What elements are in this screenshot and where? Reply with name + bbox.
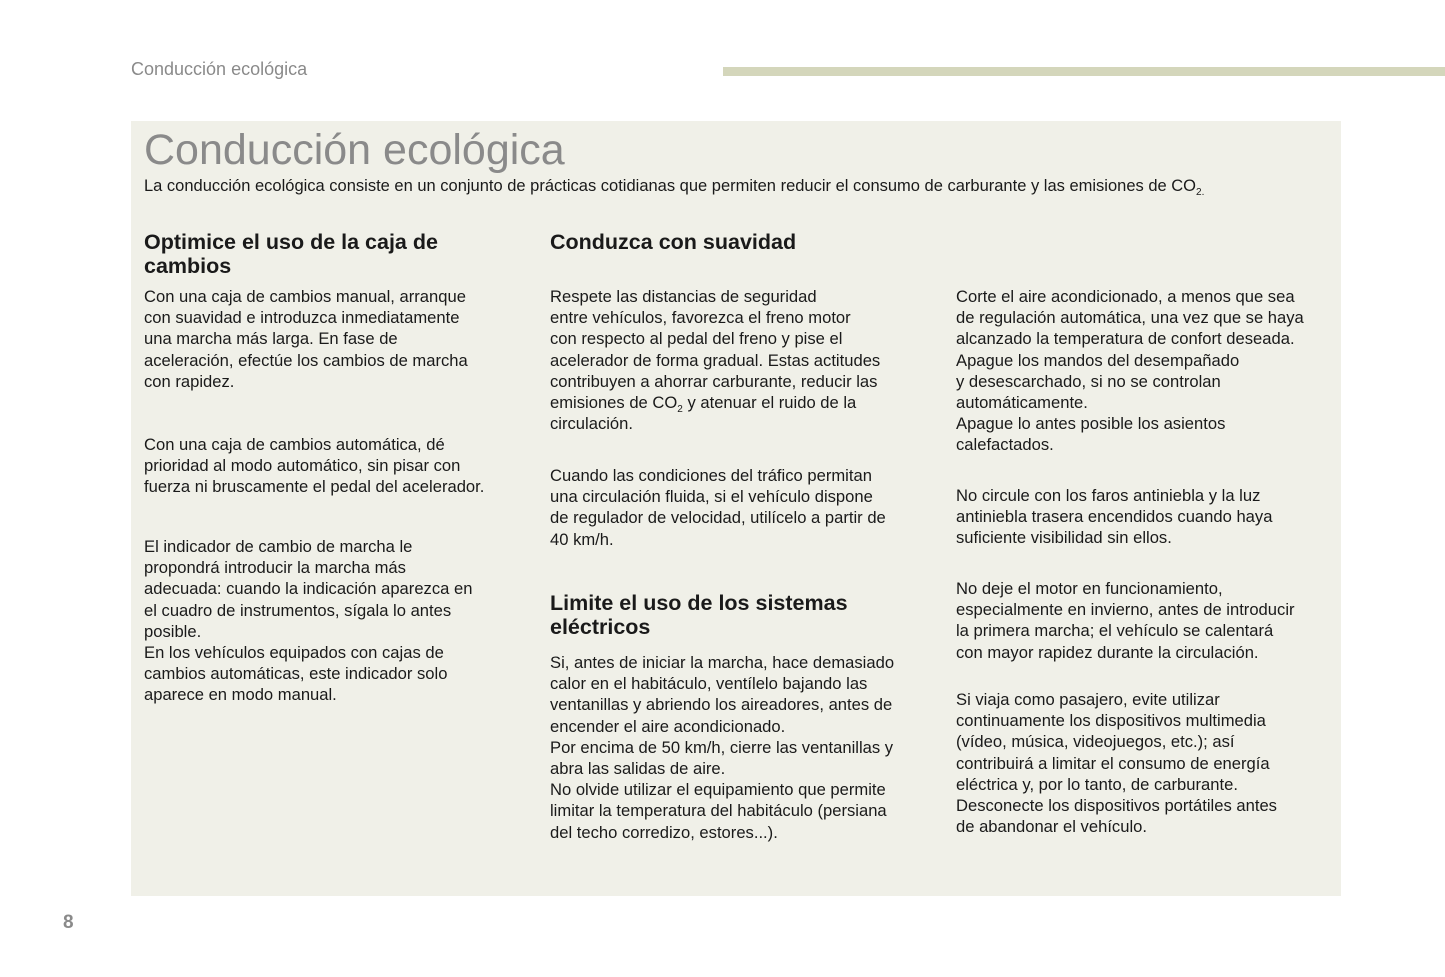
page-number: 8	[63, 912, 74, 933]
text-line: Corte el aire acondicionado, a menos que sea	[956, 287, 1295, 306]
text-line: circulación.	[550, 414, 634, 434]
text-line: eléctricos	[550, 615, 651, 639]
text-line: ventanillas y abriendo los aireadores, antes de	[550, 695, 893, 715]
text-line: (vídeo, música, videojuegos, etc.); así	[956, 732, 1235, 752]
text-line: especialmente en invierno, antes de introducir	[956, 600, 1295, 620]
text-line: de abandonar el vehículo.	[956, 817, 1147, 837]
paragraph-multimedia	[956, 689, 1277, 837]
text-line: 40 km/h.	[550, 529, 614, 549]
header-bar	[723, 67, 1445, 76]
text-line: Respete las distancias de seguridad	[550, 287, 817, 306]
text-line: No deje el motor en funcionamiento,	[956, 579, 1223, 598]
text-line: limitar la temperatura del habitáculo (persiana	[550, 801, 887, 821]
text-line: encender el aire acondicionado.	[550, 716, 786, 736]
text-line: prioridad al modo automático, sin pisar con	[144, 456, 461, 476]
text-line: Con una caja de cambios manual, arranque	[144, 287, 466, 306]
text-line: y desescarchado, si no se controlan	[956, 371, 1221, 391]
text-line: fuerza ni bruscamente el pedal del acelerador.	[144, 477, 485, 497]
text-line: del techo corredizo, estores...).	[550, 822, 778, 842]
paragraph-safety-distance	[550, 286, 880, 434]
heading-electrical-systems	[550, 591, 848, 639]
text-line: adecuada: cuando la indicación aparezca en	[144, 579, 473, 599]
text-line: abra las salidas de aire.	[550, 759, 726, 779]
text-line: automáticamente.	[956, 393, 1088, 413]
paragraph-manual-gearbox	[144, 286, 468, 392]
text-line: calor en el habitáculo, ventílelo bajando las	[550, 674, 868, 694]
text-line: posible.	[144, 621, 202, 641]
text-line: contribuyen a ahorrar carburante, reducir las	[550, 371, 878, 391]
text-line: la primera marcha; el vehículo se calentará	[956, 621, 1274, 641]
text-line: con suavidad e introduzca inmediatamente	[144, 308, 460, 328]
text-line: El indicador de cambio de marcha le	[144, 537, 413, 556]
paragraph-fog-lights	[956, 485, 1272, 549]
intro-subscript: 2.	[1196, 187, 1205, 198]
text-line: Apague los mandos del desempañado	[956, 350, 1240, 370]
text-line: con rapidez.	[144, 371, 235, 391]
heading-gearbox	[144, 230, 438, 278]
text-line: Apague lo antes posible los asientos	[956, 414, 1226, 434]
text-line: Si viaja como pasajero, evite utilizar	[956, 690, 1220, 709]
text-line: de regulador de velocidad, utilícelo a partir de	[550, 508, 886, 528]
text-line: alcanzado la temperatura de confort deseada.	[956, 329, 1295, 349]
paragraph-air-conditioning	[956, 286, 1304, 456]
text-line: cambios automáticas, este indicador solo	[144, 664, 448, 684]
text-line: Cuando las condiciones del tráfico permitan	[550, 466, 872, 485]
text-line: Si, antes de iniciar la marcha, hace demasiado	[550, 653, 895, 672]
text-line: calefactados.	[956, 435, 1054, 455]
text-line: de regulación automática, una vez que se haya	[956, 308, 1304, 328]
text-line: En los vehículos equipados con cajas de	[144, 643, 444, 663]
text-line: una circulación fluida, si el vehículo dispone	[550, 487, 873, 507]
text-line: Desconecte los dispositivos portátiles antes	[956, 796, 1277, 816]
paragraph-engine-idle	[956, 578, 1295, 663]
paragraph-gear-indicator	[144, 536, 472, 706]
text-line: una marcha más larga. En fase de	[144, 329, 398, 349]
running-header: Conducción ecológica	[131, 59, 308, 79]
page-title: Conducción ecológica	[144, 126, 565, 174]
text-line: cambios	[144, 254, 232, 278]
text-line: Limite el uso de los sistemas	[550, 591, 848, 615]
text-line: Con una caja de cambios automática, dé	[144, 435, 445, 454]
text-line: el cuadro de instrumentos, sígala lo antes	[144, 600, 452, 620]
text-line: Optimice el uso de la caja de	[144, 230, 438, 254]
text-line: No olvide utilizar el equipamiento que permite	[550, 780, 886, 800]
text-line: con mayor rapidez durante la circulación.	[956, 642, 1259, 662]
text-line: continuamente los dispositivos multimedia	[956, 711, 1266, 731]
text-line: suficiente visibilidad sin ellos.	[956, 528, 1172, 548]
text-line: antiniebla trasera encendidos cuando haya	[956, 507, 1273, 527]
paragraph-automatic-gearbox	[144, 434, 484, 498]
text-line: Conduzca con suavidad	[550, 230, 797, 254]
text-line: No circule con los faros antiniebla y la luz	[956, 486, 1261, 505]
intro-paragraph	[144, 176, 1204, 197]
text-line: aparece en modo manual.	[144, 685, 337, 705]
text-line: emisiones de $CO_2$ y atenuar el ruido de la	[550, 393, 857, 416]
paragraph-ventilation	[550, 652, 894, 843]
text-line: aceleración, efectúe los cambios de marcha	[144, 350, 468, 370]
paragraph-cruise-control	[550, 465, 886, 550]
text-line: eléctrica y, por lo tanto, de carburante.	[956, 774, 1238, 794]
text-line: entre vehículos, favorezca el freno motor	[550, 308, 851, 328]
text-line: propondrá introducir la marcha más	[144, 558, 406, 578]
text-line: con respecto al pedal del freno y pise el	[550, 329, 843, 349]
heading-smooth-driving	[550, 230, 796, 254]
text-line: acelerador de forma gradual. Estas actitudes	[550, 350, 881, 370]
text-line: Por encima de 50 km/h, cierre las ventanillas y	[550, 737, 894, 757]
intro-text: La conducción ecológica consiste en un conjunto de prácticas cotidianas que permiten reducir el consumo de carburante y las emisiones de CO	[144, 177, 1197, 195]
text-line: contribuirá a limitar el consumo de energía	[956, 753, 1270, 773]
